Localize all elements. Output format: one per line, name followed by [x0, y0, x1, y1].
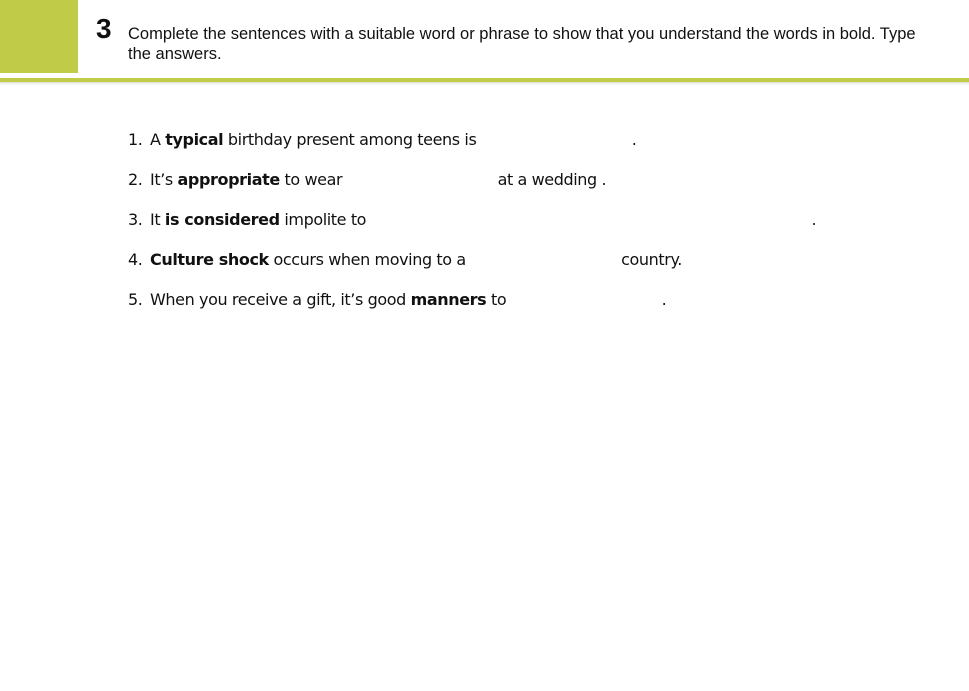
sentence-text-middle: occurs when moving to a — [268, 250, 466, 269]
exercise-instructions: Complete the sentences with a suitable word or phrase to show that you understand the words in bold. Type the answers. — [128, 25, 916, 63]
sentence-text-middle: birthday present among teens is — [223, 130, 477, 149]
item-number: 1. — [128, 130, 143, 149]
exercise-accent-block — [0, 0, 78, 73]
sentence-text-end: country. — [621, 250, 682, 269]
bold-keyword: manners — [410, 290, 487, 309]
bold-keyword: appropriate — [177, 170, 280, 189]
sentence-text-middle: to wear — [279, 170, 343, 189]
item-number: 2. — [128, 170, 143, 189]
sentence-text-end: . — [661, 290, 667, 309]
sentence-text-start: A — [150, 130, 166, 149]
sentence-text-middle: impolite to — [279, 210, 367, 229]
sentence-item-4 — [128, 248, 682, 272]
sentence-text-start: It’s — [150, 170, 178, 189]
sentence-text-middle: to — [486, 290, 507, 309]
answer-input-1[interactable] — [481, 130, 627, 152]
sentence-item-3 — [128, 208, 816, 232]
item-number: 5. — [128, 290, 143, 309]
sentence-text-end: . — [631, 130, 637, 149]
bold-keyword: is considered — [164, 210, 280, 229]
item-number: 4. — [128, 250, 143, 269]
exercise-number: 3 — [96, 13, 112, 44]
header-divider-shadow — [0, 82, 969, 85]
answer-input-3[interactable] — [371, 210, 807, 232]
sentence-item-2 — [128, 168, 606, 192]
bold-keyword: typical — [165, 130, 224, 149]
item-number: 3. — [128, 210, 143, 229]
bold-keyword: Culture shock — [150, 250, 269, 269]
answer-input-4[interactable] — [470, 250, 616, 272]
sentence-text-start: When you receive a gift, it’s good — [150, 290, 411, 309]
sentence-item-5 — [128, 288, 666, 312]
sentence-text-end: . — [811, 210, 817, 229]
sentence-item-1 — [128, 128, 636, 152]
sentence-text-end: at a wedding . — [497, 170, 607, 189]
sentence-text-start: It — [150, 210, 165, 229]
answer-input-2[interactable] — [347, 170, 493, 192]
answer-input-5[interactable] — [511, 290, 657, 312]
